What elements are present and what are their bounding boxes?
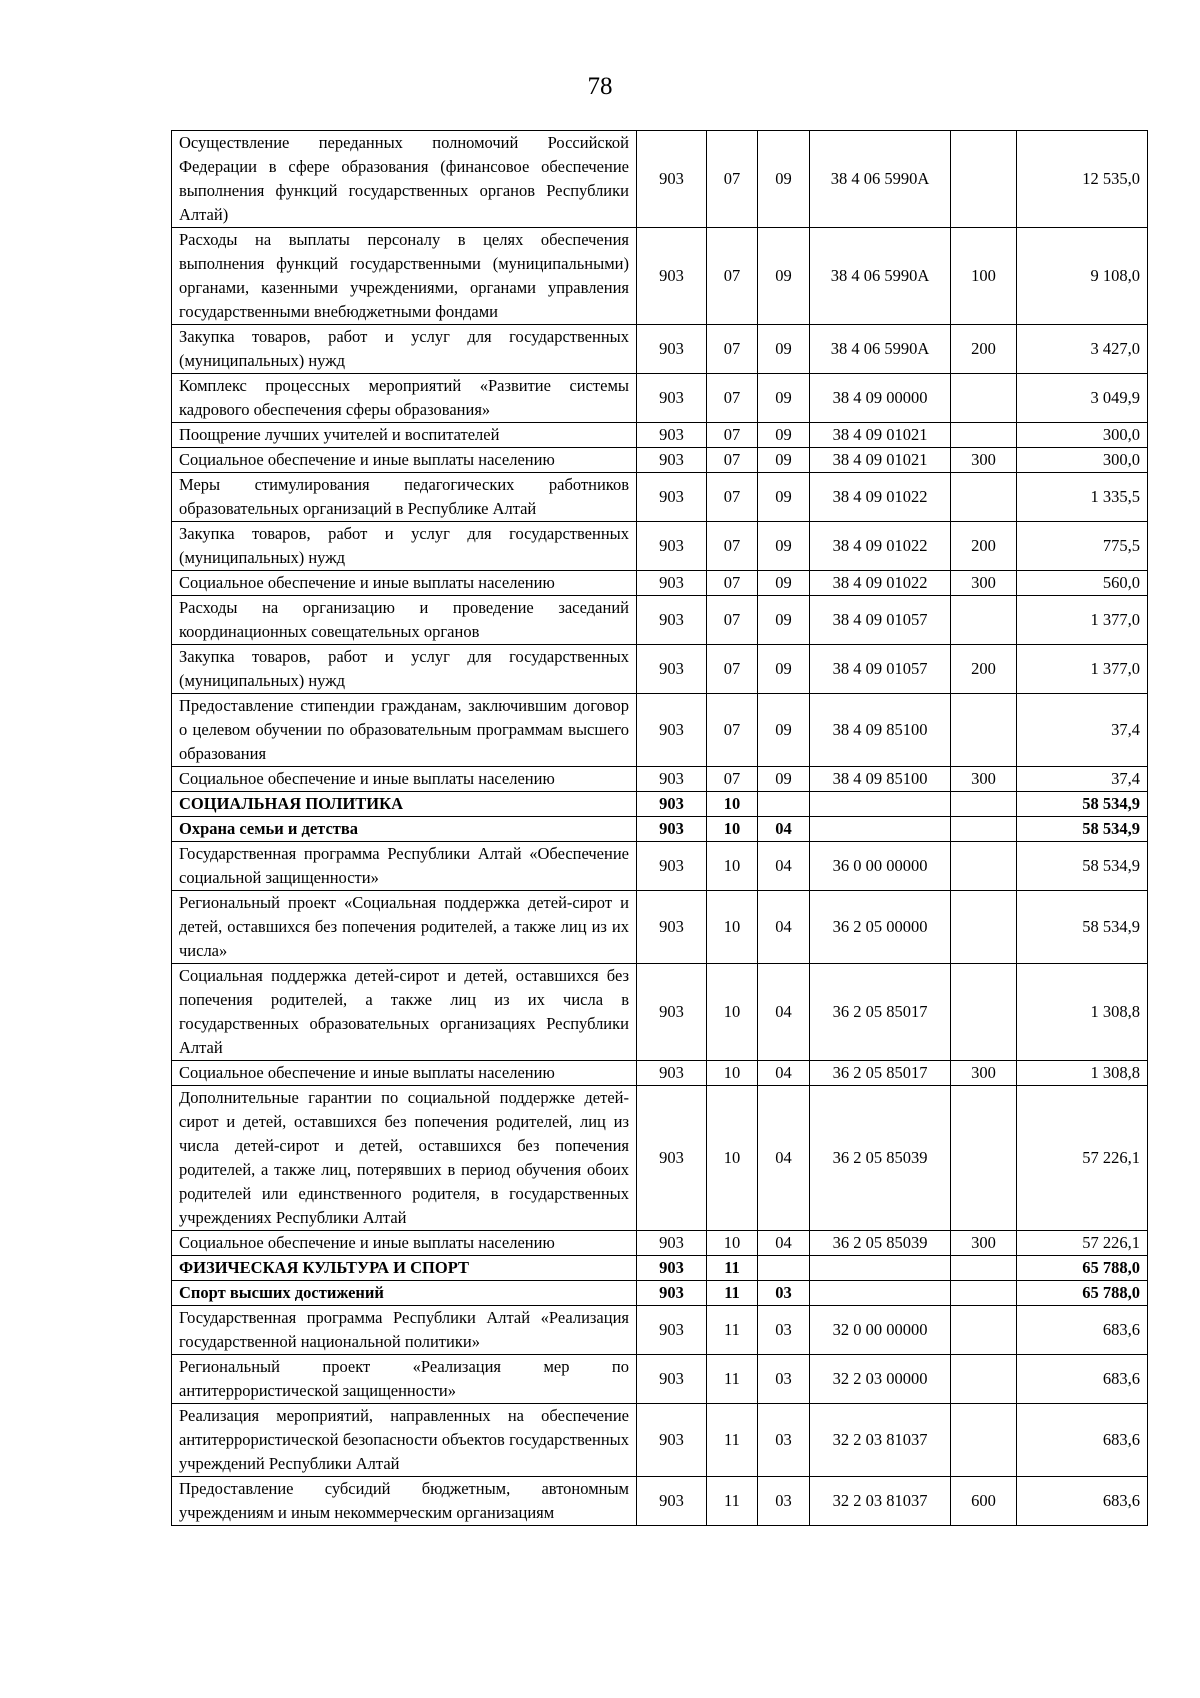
row-target-article-cell: 36 2 05 00000 <box>810 891 951 964</box>
row-target-article-cell: 38 4 09 01022 <box>810 571 951 596</box>
row-expense-type-cell: 200 <box>951 522 1017 571</box>
row-expense-type-cell <box>951 1355 1017 1404</box>
row-amount-cell: 3 427,0 <box>1017 325 1148 374</box>
row-section-cell: 11 <box>707 1355 758 1404</box>
row-name-cell: Закупка товаров, работ и услуг для государственных (муниципальных) нужд <box>172 325 637 374</box>
table-row <box>172 596 1148 645</box>
row-amount-cell: 683,6 <box>1017 1477 1148 1526</box>
row-admin-code-cell: 903 <box>637 571 707 596</box>
row-target-article-cell: 38 4 09 01022 <box>810 473 951 522</box>
row-section-cell: 10 <box>707 792 758 817</box>
row-admin-code-cell: 903 <box>637 1086 707 1231</box>
row-subsection-cell: 09 <box>758 694 810 767</box>
row-amount-cell: 58 534,9 <box>1017 817 1148 842</box>
table-row <box>172 1281 1148 1306</box>
row-section-cell: 07 <box>707 473 758 522</box>
row-admin-code-cell: 903 <box>637 374 707 423</box>
row-section-cell: 07 <box>707 596 758 645</box>
table-row <box>172 694 1148 767</box>
row-amount-cell: 58 534,9 <box>1017 891 1148 964</box>
row-name-cell: Государственная программа Республики Алтай «Обеспечение социальной защищенности» <box>172 842 637 891</box>
row-section-cell: 10 <box>707 964 758 1061</box>
row-amount-cell: 12 535,0 <box>1017 131 1148 228</box>
table-row <box>172 1477 1148 1526</box>
row-target-article-cell <box>810 1281 951 1306</box>
table-row <box>172 964 1148 1061</box>
row-admin-code-cell: 903 <box>637 767 707 792</box>
table-row <box>172 1061 1148 1086</box>
row-target-article-cell: 36 2 05 85039 <box>810 1231 951 1256</box>
row-target-article-cell: 38 4 09 00000 <box>810 374 951 423</box>
row-target-article-cell: 38 4 06 5990А <box>810 131 951 228</box>
row-section-cell: 07 <box>707 423 758 448</box>
row-subsection-cell: 09 <box>758 374 810 423</box>
row-section-cell: 10 <box>707 817 758 842</box>
table-row <box>172 817 1148 842</box>
row-name-cell: Охрана семьи и детства <box>172 817 637 842</box>
row-subsection-cell: 09 <box>758 571 810 596</box>
row-amount-cell: 57 226,1 <box>1017 1231 1148 1256</box>
table-row <box>172 767 1148 792</box>
row-amount-cell: 775,5 <box>1017 522 1148 571</box>
row-expense-type-cell <box>951 792 1017 817</box>
page-number: 78 <box>587 73 613 100</box>
row-section-cell: 11 <box>707 1404 758 1477</box>
row-amount-cell: 1 377,0 <box>1017 596 1148 645</box>
row-name-cell: Осуществление переданных полномочий Российской Федерации в сфере образования (финансовое обеспечение выполнения функций государственных органов Республики Алтай) <box>172 131 637 228</box>
row-expense-type-cell <box>951 423 1017 448</box>
row-target-article-cell: 36 0 00 00000 <box>810 842 951 891</box>
row-subsection-cell: 04 <box>758 891 810 964</box>
table-row <box>172 842 1148 891</box>
row-target-article-cell: 38 4 09 01057 <box>810 645 951 694</box>
table-row <box>172 1306 1148 1355</box>
row-subsection-cell <box>758 792 810 817</box>
row-section-cell: 11 <box>707 1281 758 1306</box>
row-name-cell: Социальное обеспечение и иные выплаты населению <box>172 1231 637 1256</box>
row-admin-code-cell: 903 <box>637 473 707 522</box>
row-amount-cell: 3 049,9 <box>1017 374 1148 423</box>
row-section-cell: 11 <box>707 1477 758 1526</box>
row-name-cell: Закупка товаров, работ и услуг для государственных (муниципальных) нужд <box>172 522 637 571</box>
row-admin-code-cell: 903 <box>637 1061 707 1086</box>
table-row <box>172 1231 1148 1256</box>
row-amount-cell: 9 108,0 <box>1017 228 1148 325</box>
row-name-cell: Социальное обеспечение и иные выплаты населению <box>172 448 637 473</box>
row-subsection-cell: 09 <box>758 448 810 473</box>
row-target-article-cell: 38 4 09 85100 <box>810 694 951 767</box>
row-admin-code-cell: 903 <box>637 1256 707 1281</box>
row-admin-code-cell: 903 <box>637 645 707 694</box>
row-amount-cell: 683,6 <box>1017 1404 1148 1477</box>
row-subsection-cell: 04 <box>758 1061 810 1086</box>
row-name-cell: СОЦИАЛЬНАЯ ПОЛИТИКА <box>172 792 637 817</box>
row-admin-code-cell: 903 <box>637 131 707 228</box>
row-amount-cell: 1 308,8 <box>1017 1061 1148 1086</box>
row-amount-cell: 58 534,9 <box>1017 842 1148 891</box>
row-section-cell: 11 <box>707 1306 758 1355</box>
row-expense-type-cell <box>951 964 1017 1061</box>
row-target-article-cell: 32 2 03 81037 <box>810 1404 951 1477</box>
row-admin-code-cell: 903 <box>637 423 707 448</box>
row-expense-type-cell <box>951 131 1017 228</box>
row-expense-type-cell: 300 <box>951 767 1017 792</box>
row-subsection-cell: 03 <box>758 1281 810 1306</box>
table-row <box>172 1404 1148 1477</box>
row-target-article-cell: 38 4 09 01022 <box>810 522 951 571</box>
row-expense-type-cell <box>951 374 1017 423</box>
row-expense-type-cell: 600 <box>951 1477 1017 1526</box>
row-subsection-cell: 09 <box>758 131 810 228</box>
row-admin-code-cell: 903 <box>637 891 707 964</box>
row-expense-type-cell <box>951 1404 1017 1477</box>
row-target-article-cell: 32 2 03 81037 <box>810 1477 951 1526</box>
row-admin-code-cell: 903 <box>637 1231 707 1256</box>
table-row <box>172 1256 1148 1281</box>
row-name-cell: Социальное обеспечение и иные выплаты населению <box>172 1061 637 1086</box>
row-admin-code-cell: 903 <box>637 1355 707 1404</box>
row-admin-code-cell: 903 <box>637 964 707 1061</box>
row-section-cell: 07 <box>707 448 758 473</box>
row-amount-cell: 1 308,8 <box>1017 964 1148 1061</box>
table-row <box>172 131 1148 228</box>
row-expense-type-cell: 300 <box>951 571 1017 596</box>
row-name-cell: Комплекс процессных мероприятий «Развитие системы кадрового обеспечения сферы образования» <box>172 374 637 423</box>
row-target-article-cell: 36 2 05 85017 <box>810 1061 951 1086</box>
row-admin-code-cell: 903 <box>637 842 707 891</box>
row-amount-cell: 1 335,5 <box>1017 473 1148 522</box>
row-amount-cell: 560,0 <box>1017 571 1148 596</box>
row-subsection-cell: 04 <box>758 1086 810 1231</box>
row-section-cell: 07 <box>707 374 758 423</box>
row-subsection-cell: 03 <box>758 1306 810 1355</box>
row-name-cell: Расходы на организацию и проведение заседаний координационных совещательных органов <box>172 596 637 645</box>
row-admin-code-cell: 903 <box>637 792 707 817</box>
row-amount-cell: 683,6 <box>1017 1355 1148 1404</box>
row-target-article-cell: 36 2 05 85039 <box>810 1086 951 1231</box>
row-expense-type-cell: 300 <box>951 1231 1017 1256</box>
table-row <box>172 571 1148 596</box>
row-name-cell: Поощрение лучших учителей и воспитателей <box>172 423 637 448</box>
row-amount-cell: 683,6 <box>1017 1306 1148 1355</box>
row-target-article-cell: 38 4 06 5990А <box>810 228 951 325</box>
row-target-article-cell <box>810 792 951 817</box>
row-expense-type-cell: 300 <box>951 448 1017 473</box>
table-row <box>172 522 1148 571</box>
row-target-article-cell: 38 4 09 01021 <box>810 423 951 448</box>
row-section-cell: 07 <box>707 131 758 228</box>
row-target-article-cell: 38 4 06 5990А <box>810 325 951 374</box>
row-target-article-cell: 32 2 03 00000 <box>810 1355 951 1404</box>
row-admin-code-cell: 903 <box>637 522 707 571</box>
row-admin-code-cell: 903 <box>637 1404 707 1477</box>
row-subsection-cell: 03 <box>758 1477 810 1526</box>
row-target-article-cell: 36 2 05 85017 <box>810 964 951 1061</box>
row-name-cell: Социальная поддержка детей-сирот и детей, оставшихся без попечения родителей, а также лиц из их числа в государственных образовательных организациях Республики Алтай <box>172 964 637 1061</box>
row-subsection-cell: 03 <box>758 1404 810 1477</box>
row-admin-code-cell: 903 <box>637 448 707 473</box>
row-section-cell: 07 <box>707 228 758 325</box>
row-expense-type-cell <box>951 473 1017 522</box>
row-expense-type-cell <box>951 1281 1017 1306</box>
row-admin-code-cell: 903 <box>637 596 707 645</box>
row-amount-cell: 57 226,1 <box>1017 1086 1148 1231</box>
row-subsection-cell: 09 <box>758 522 810 571</box>
row-subsection-cell: 04 <box>758 817 810 842</box>
row-target-article-cell <box>810 817 951 842</box>
row-subsection-cell: 09 <box>758 325 810 374</box>
row-target-article-cell: 38 4 09 01021 <box>810 448 951 473</box>
row-name-cell: Закупка товаров, работ и услуг для государственных (муниципальных) нужд <box>172 645 637 694</box>
row-amount-cell: 65 788,0 <box>1017 1256 1148 1281</box>
row-subsection-cell: 09 <box>758 596 810 645</box>
table-body <box>172 131 1148 1526</box>
row-subsection-cell: 04 <box>758 1231 810 1256</box>
row-subsection-cell: 09 <box>758 423 810 448</box>
row-name-cell: Предоставление стипендии гражданам, заключившим договор о целевом обучении по образовательным программам высшего образования <box>172 694 637 767</box>
row-section-cell: 07 <box>707 767 758 792</box>
table-row <box>172 448 1148 473</box>
table-row <box>172 1086 1148 1231</box>
row-name-cell: Меры стимулирования педагогических работников образовательных организаций в Республике Алтай <box>172 473 637 522</box>
row-target-article-cell <box>810 1256 951 1281</box>
row-admin-code-cell: 903 <box>637 1306 707 1355</box>
row-subsection-cell: 09 <box>758 645 810 694</box>
row-target-article-cell: 38 4 09 01057 <box>810 596 951 645</box>
row-subsection-cell <box>758 1256 810 1281</box>
row-name-cell: Реализация мероприятий, направленных на обеспечение антитеррористической безопасности объектов государственных учреждений Республики Алтай <box>172 1404 637 1477</box>
row-amount-cell: 37,4 <box>1017 694 1148 767</box>
row-target-article-cell: 38 4 09 85100 <box>810 767 951 792</box>
row-amount-cell: 58 534,9 <box>1017 792 1148 817</box>
row-amount-cell: 1 377,0 <box>1017 645 1148 694</box>
row-expense-type-cell <box>951 817 1017 842</box>
row-expense-type-cell: 300 <box>951 1061 1017 1086</box>
row-amount-cell: 300,0 <box>1017 423 1148 448</box>
table-row <box>172 473 1148 522</box>
row-subsection-cell: 09 <box>758 228 810 325</box>
table-row <box>172 423 1148 448</box>
row-name-cell: Расходы на выплаты персоналу в целях обеспечения выполнения функций государственными (муниципальными) органами, казенными учреждениями, органами управления государственными внебюджетными фондами <box>172 228 637 325</box>
row-target-article-cell: 32 0 00 00000 <box>810 1306 951 1355</box>
table-row <box>172 891 1148 964</box>
row-name-cell: ФИЗИЧЕСКАЯ КУЛЬТУРА И СПОРТ <box>172 1256 637 1281</box>
row-section-cell: 07 <box>707 571 758 596</box>
table-row <box>172 374 1148 423</box>
row-name-cell: Региональный проект «Социальная поддержка детей-сирот и детей, оставшихся без попечения родителей, а также лиц из их числа» <box>172 891 637 964</box>
table-row <box>172 1355 1148 1404</box>
row-expense-type-cell: 200 <box>951 645 1017 694</box>
row-name-cell: Дополнительные гарантии по социальной поддержке детей-сирот и детей, оставшихся без попечения родителей, лиц из числа детей-сирот и детей, оставшихся без попечения родителей, а также лиц, потерявших в период обучения обоих родителей или единственного родителя, в государственных учреждениях Республики Алтай <box>172 1086 637 1231</box>
row-subsection-cell: 09 <box>758 473 810 522</box>
row-name-cell: Социальное обеспечение и иные выплаты населению <box>172 767 637 792</box>
row-expense-type-cell <box>951 694 1017 767</box>
row-admin-code-cell: 903 <box>637 1281 707 1306</box>
row-name-cell: Спорт высших достижений <box>172 1281 637 1306</box>
table-row <box>172 792 1148 817</box>
table-row <box>172 228 1148 325</box>
row-subsection-cell: 04 <box>758 842 810 891</box>
row-section-cell: 07 <box>707 694 758 767</box>
table-row <box>172 325 1148 374</box>
row-expense-type-cell <box>951 596 1017 645</box>
row-subsection-cell: 09 <box>758 767 810 792</box>
budget-table <box>171 130 1148 1526</box>
row-section-cell: 10 <box>707 842 758 891</box>
row-subsection-cell: 03 <box>758 1355 810 1404</box>
row-name-cell: Государственная программа Республики Алтай «Реализация государственной национальной политики» <box>172 1306 637 1355</box>
row-name-cell: Социальное обеспечение и иные выплаты населению <box>172 571 637 596</box>
row-section-cell: 07 <box>707 522 758 571</box>
row-expense-type-cell <box>951 891 1017 964</box>
row-admin-code-cell: 903 <box>637 325 707 374</box>
row-admin-code-cell: 903 <box>637 1477 707 1526</box>
row-expense-type-cell <box>951 1306 1017 1355</box>
table-row <box>172 645 1148 694</box>
row-section-cell: 07 <box>707 645 758 694</box>
row-section-cell: 10 <box>707 891 758 964</box>
row-section-cell: 10 <box>707 1061 758 1086</box>
row-admin-code-cell: 903 <box>637 817 707 842</box>
row-amount-cell: 37,4 <box>1017 767 1148 792</box>
row-subsection-cell: 04 <box>758 964 810 1061</box>
row-expense-type-cell: 100 <box>951 228 1017 325</box>
row-section-cell: 10 <box>707 1086 758 1231</box>
row-section-cell: 07 <box>707 325 758 374</box>
row-expense-type-cell: 200 <box>951 325 1017 374</box>
row-name-cell: Предоставление субсидий бюджетным, автономным учреждениям и иным некоммерческим организациям <box>172 1477 637 1526</box>
row-amount-cell: 300,0 <box>1017 448 1148 473</box>
row-expense-type-cell <box>951 1086 1017 1231</box>
row-amount-cell: 65 788,0 <box>1017 1281 1148 1306</box>
row-expense-type-cell <box>951 1256 1017 1281</box>
row-section-cell: 10 <box>707 1231 758 1256</box>
row-name-cell: Региональный проект «Реализация мер по антитеррористической защищенности» <box>172 1355 637 1404</box>
row-admin-code-cell: 903 <box>637 228 707 325</box>
row-expense-type-cell <box>951 842 1017 891</box>
row-admin-code-cell: 903 <box>637 694 707 767</box>
row-section-cell: 11 <box>707 1256 758 1281</box>
